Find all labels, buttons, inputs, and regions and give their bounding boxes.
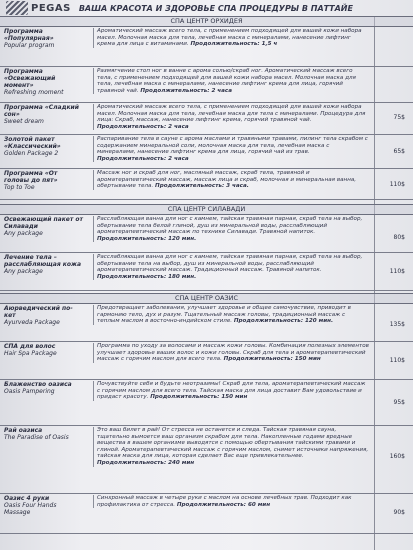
list-item [0,303,413,342]
item-duration: Продолжительность: 150 мин [150,394,248,401]
list-item [0,134,413,169]
item-name: Рай оазиса [4,427,43,434]
list-item [0,379,413,426]
item-name: Освежающий пакет от Силавади [4,216,84,230]
item-description: Предотвращает заболевания, улучшает здоровье и общее самочувствие, приводит в гармонию тело, дух и разум. Тщательный массаж головы, традиционный массаж с теплым маслом в восточно-индийском стиле. [97,305,351,325]
item-price: 95$ [393,399,405,406]
section-heading: СПА ЦЕНТР ОАЗИС [0,293,413,304]
item-name: Программа «Освежающий момент» [4,68,56,89]
item-name-en: Oasis Four Hands Massage [4,502,57,516]
item-duration: Продолжительность: 180 мин. [97,273,197,280]
item-description: Размягчение стоп ног в ванне с арома солью/скраб ног. Ароматический массаж всего тела, с применением подходящей для вашей кожи набора масел. Молочная маска для тела, лечебная маска с минералами, нанесение лифтинг крема для лица, горячий травяной чай. [97,68,356,94]
item-price: 90$ [393,509,405,516]
list-item [0,66,413,103]
section-heading: СПА ЦЕНТР ОРХИДЕЯ [0,16,413,27]
item-description: Ароматический массаж всего тела, с применением подходящей для вашей кожи набора масел. Молочная маска для тела, лечебная маска для тела с минералами. Процедура для лица: Скраб, массаж, нанесение лифтинг крема, горячий травяной чай. [97,104,366,124]
logo-icon [6,1,28,15]
item-duration: Продолжительность: 60 мин [176,501,271,508]
item-description: Распаривание тела в сауне с арома маслами и травяными травами, пилинг тела скрабом с содержанием минеральной соли, молочная маска для тела, лечебная маска с минералами, нанесение лифтинг крема для лица, горячий чай из трав. [97,136,368,156]
item-name: Программа «Популярная» [4,28,54,42]
item-name: Аюрведический по-кет [4,305,73,319]
item-duration: Продолжительность: 3 часа. [155,183,249,190]
item-price: 110$ [389,268,405,275]
item-description: Расслабляющая ванна для ног с камнем, тайская травяная парная, скраб тела на выбор, обертывание тела на выбор, душ из минеральной воды, расслабляющий ароматерапевтический массаж. Традиционный массаж. Травяной напиток. [97,254,363,274]
item-name: Блаженство оазиса [4,381,72,388]
item-name-en: Refreshing moment [4,89,64,96]
item-name: Лечение тела – расслабляющая кожа [4,254,82,268]
item-description: Синхронный массаж в четыре руки с маслом на основе лечебных трав. Подходит как профилактика от стресса. [97,495,352,508]
list-item [0,168,413,200]
logo-text: PEGAS [31,2,71,14]
list-item [0,493,413,534]
item-description: Это ваш билет в рай! От стресса не останется и следа. Тайская травяная сауна, тщательно вымоется ваш организм скрабом для тела. Накопленные годами вредные вещества в вашем организме выводятся с помощью обертывания тайскими травами и глиной. Ароматерапевтический массаж с горячим маслом, снимет источники напряжения, тайская маска для лица, которая сделает Вас еще привлекательнее. [97,427,369,460]
item-name: Золотой пакет «Классический» [4,136,61,150]
item-name: СПА для волос [4,343,56,350]
item-name-en: Ayurveda Package [4,319,60,326]
item-price: 65$ [393,148,405,155]
item-name: Оазис 4 руки [4,495,50,502]
item-duration: Продолжительность: 2 часа [97,123,189,130]
item-name-en: The Paradise of Oasis [4,434,69,441]
item-duration: Продолжительность: 240 мин [97,459,195,466]
header [0,0,413,16]
item-description: Расслабляющая ванна для ног с камнем, тайская травяная парная, скраб тела на выбор, обертывание тела белой глиной, душ из минеральной воды, расслабляющий ароматерапевтический массаж по технике Силавади. Травяной напиток. [97,216,363,236]
item-duration: Продолжительность: 2 часа [97,155,189,162]
item-duration: Продолжительность: 120 мин. [233,318,334,325]
item-name-en: Golden Package 2 [4,150,59,157]
list-item [0,102,413,135]
item-price: 80$ [393,234,405,241]
item-name-en: Sweet dream [4,118,44,125]
item-duration: Продолжительность: 2 часа [140,87,233,94]
item-price: 110$ [389,357,405,364]
item-name-en: Popular program [4,42,55,49]
list-item [0,214,413,253]
item-price: 160$ [389,453,405,460]
list-item [0,341,413,380]
item-name-en: Any package [4,268,43,275]
item-price: 110$ [389,181,405,188]
item-price: 75$ [393,114,405,121]
item-name-en: Hair Spa Package [4,350,57,357]
item-description: Массаж ног и скраб для ног, масляный массаж, скраб тела, травяной и ароматерапевтический массаж, массаж лица и скраб, молочная и минеральная ванна, обертывание тела. [97,170,357,190]
list-item [0,26,413,67]
item-description: Программа по уходу за волосами и массаж кожи головы. Комбинация полезных элементов улучшает здоровье ваших волос и кожи головы. Скраб для тела и ароматерапевтический массаж с горячим маслом для всего тела. [97,343,369,363]
item-duration: Продолжительность: 150 мин [223,356,321,363]
item-name-en: Oasis Pampering [4,388,55,395]
list-item [0,425,413,494]
item-name-en: Any package [4,230,43,237]
section-heading: СПА ЦЕНТР СИЛАВАДИ [0,204,413,215]
item-description: Почувствуйте себя и будьте неотразимы! Скраб для тела, ароматерапевтический массаж с горячим маслом для всего тела. Тайская маска для лица доставит Вам удовольствие и придаст красоту. [97,381,366,401]
item-duration: Продолжительность: 1,5 ч [190,41,278,48]
item-name: Программа «Сладкий сон» [4,104,79,118]
item-name-en: Top to Toe [4,184,35,191]
item-price: 135$ [389,321,405,328]
item-description: Ароматический массаж всего тела, с применением подходящей для вашей кожи набора масел. Молочная маска для тела, лечебная маска с минералами, нанесение лифтинг крема для лица с витаминами. [97,28,362,48]
item-name: Программа «От головы до пят» [4,170,58,184]
item-duration: Продолжительность: 120 мин. [97,235,197,242]
list-item [0,252,413,291]
slogan: ВАША КРАСОТА И ЗДОРОВЬЕ СПА ПРОЦЕДУРЫ В ПАТТАЙЕ [78,3,353,13]
